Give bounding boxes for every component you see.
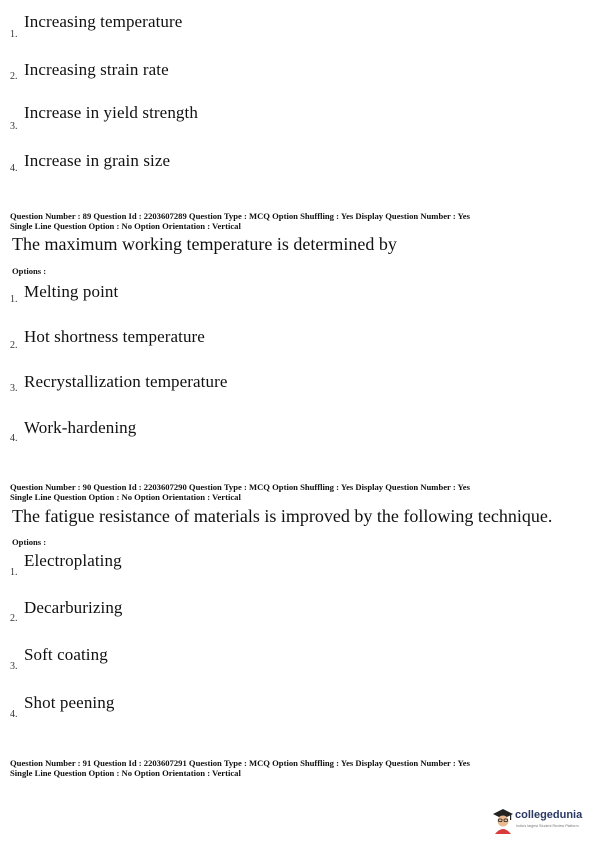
q88-option-1 (10, 12, 570, 42)
option-text: Increasing strain rate (24, 60, 169, 79)
q89-options-label: Options : (12, 266, 47, 276)
option-text: Hot shortness temperature (24, 327, 205, 346)
q90-question-text: The fatigue resistance of materials is improved by the following technique. (12, 506, 553, 526)
option-text: Increase in yield strength (24, 103, 198, 122)
option-text: Soft coating (24, 645, 108, 664)
q89-option-2 (10, 327, 570, 357)
q88-option-2 (10, 60, 570, 90)
option-number: 4. (10, 163, 18, 174)
meta-line-1: Question Number : 89 Question Id : 2203607289 Question Type : MCQ Option Shuffling : Yes Display Question Number : Yes (10, 211, 470, 221)
option-text: Shot peening (24, 693, 115, 712)
option-number: 3. (10, 661, 18, 672)
option-number: 2. (10, 613, 18, 624)
q88-option-4 (10, 151, 570, 181)
q90-option-2 (10, 598, 570, 628)
meta-line-1: Question Number : 91 Question Id : 2203607291 Question Type : MCQ Option Shuffling : Yes Display Question Number : Yes (10, 758, 470, 768)
q91-metadata (10, 758, 585, 778)
q90-option-4 (10, 693, 570, 723)
collegedunia-logo (492, 806, 592, 836)
q90-option-1 (10, 551, 570, 581)
meta-line-1: Question Number : 90 Question Id : 2203607290 Question Type : MCQ Option Shuffling : Yes Display Question Number : Yes (10, 482, 470, 492)
option-text: Electroplating (24, 551, 122, 570)
meta-line-2: Single Line Question Option : No Option Orientation : Vertical (10, 768, 241, 778)
option-number: 1. (10, 294, 18, 305)
option-text: Work-hardening (24, 418, 137, 437)
q89-option-1 (10, 282, 570, 312)
graduate-mascot-icon (492, 808, 514, 834)
option-number: 1. (10, 567, 18, 578)
option-text: Increase in grain size (24, 151, 171, 170)
q89-option-4 (10, 418, 570, 448)
option-number: 4. (10, 709, 18, 720)
option-number: 3. (10, 121, 18, 132)
option-number: 2. (10, 340, 18, 351)
option-number: 3. (10, 383, 18, 394)
meta-line-2: Single Line Question Option : No Option Orientation : Vertical (10, 221, 241, 231)
option-text: Decarburizing (24, 598, 123, 617)
meta-line-2: Single Line Question Option : No Option Orientation : Vertical (10, 492, 241, 502)
q89-question-text: The maximum working temperature is determined by (12, 234, 397, 254)
option-number: 2. (10, 71, 18, 82)
option-text: Recrystallization temperature (24, 372, 228, 391)
option-number: 1. (10, 29, 18, 40)
option-text: Increasing temperature (24, 12, 183, 31)
q90-options-label: Options : (12, 537, 47, 547)
q90-option-3 (10, 645, 570, 675)
logo-wordmark: collegedunia (515, 809, 583, 821)
q89-metadata (10, 211, 585, 231)
q90-metadata (10, 482, 585, 502)
option-number: 4. (10, 433, 18, 444)
option-text: Melting point (24, 282, 119, 301)
logo-tagline: India's largest Student Review Platform (516, 824, 579, 828)
q88-option-3 (10, 103, 570, 133)
q89-option-3 (10, 372, 570, 402)
